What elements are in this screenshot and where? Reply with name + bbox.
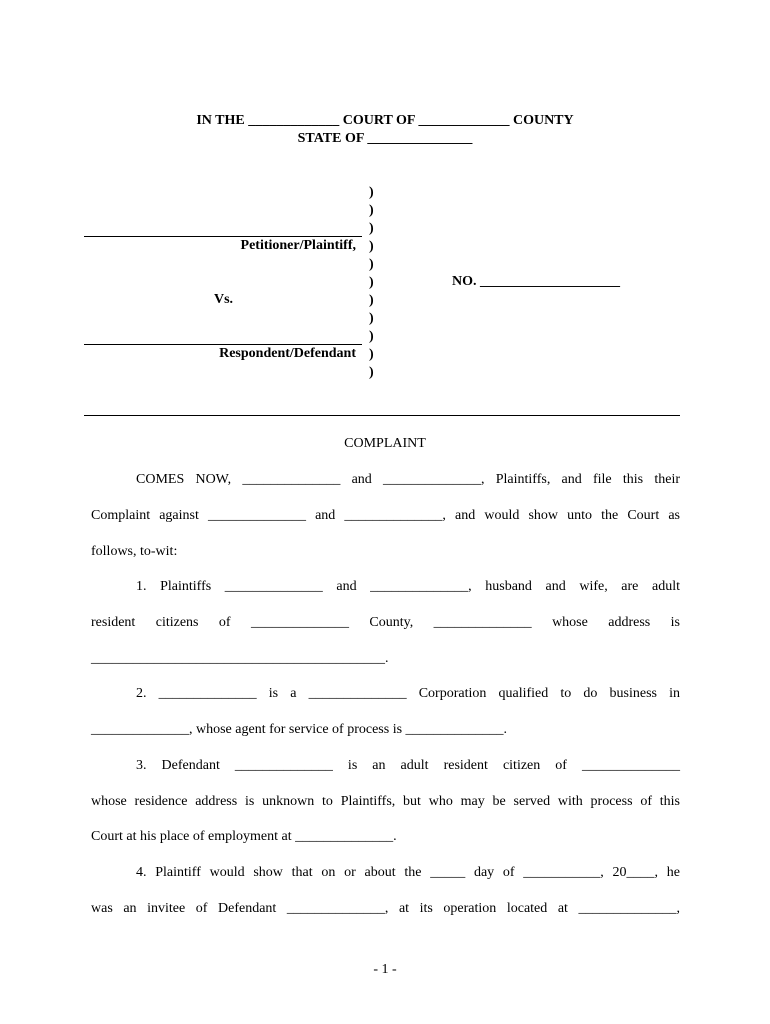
- respondent-label: Respondent/Defendant: [219, 346, 356, 361]
- caption-paren: ): [369, 293, 374, 308]
- caption-paren: ): [369, 257, 374, 272]
- petitioner-label: Petitioner/Plaintiff,: [240, 238, 356, 253]
- caption-paren: ): [369, 275, 374, 290]
- paragraph-1-line-3: __________________________________________.: [91, 651, 389, 666]
- caption-paren: ): [369, 185, 374, 200]
- paragraph-2-line-1: 2. ______________ is a ______________ Corporation qualified to do business in: [136, 686, 680, 701]
- caption-paren: ): [369, 311, 374, 326]
- paragraph-3-line-3: Court at his place of employment at ______________.: [91, 829, 397, 844]
- paragraph-1-line-2: resident citizens of ______________ County, ______________ whose address is: [91, 615, 680, 630]
- caption-paren: ): [369, 239, 374, 254]
- caption-paren: ): [369, 203, 374, 218]
- state-header-line: STATE OF _______________: [297, 131, 473, 146]
- paragraph-3-line-1: 3. Defendant ______________ is an adult resident citizen of ______________: [136, 758, 680, 773]
- document-title: COMPLAINT: [344, 436, 426, 451]
- caption-paren: ): [369, 221, 374, 236]
- court-header-line: IN THE _____________ COURT OF _____________ COUNTY: [196, 113, 574, 128]
- caption-paren: ): [369, 347, 374, 362]
- caption-paren: ): [369, 365, 374, 380]
- petitioner-name-line: [84, 236, 362, 237]
- paragraph-3-line-2: whose residence address is unknown to Plaintiffs, but who may be served with process of this: [91, 794, 680, 809]
- paragraph-intro-line-1: COMES NOW, ______________ and ______________, Plaintiffs, and file this their: [136, 472, 680, 487]
- case-number-field: NO. ____________________: [452, 274, 620, 289]
- paragraph-intro-line-3: follows, to-wit:: [91, 544, 178, 559]
- paragraph-intro-line-2: Complaint against ______________ and ______________, and would show unto the Court as: [91, 508, 680, 523]
- respondent-name-line: [84, 344, 362, 345]
- caption-paren: ): [369, 329, 374, 344]
- versus-label: Vs.: [214, 292, 234, 307]
- page-number: - 1 -: [373, 962, 397, 977]
- paragraph-1-line-1: 1. Plaintiffs ______________ and ______________, husband and wife, are adult: [136, 579, 680, 594]
- paragraph-4-line-2: was an invitee of Defendant ______________, at its operation located at ______________,: [91, 901, 680, 916]
- caption-divider: [84, 415, 680, 416]
- paragraph-2-line-2: ______________, whose agent for service of process is ______________.: [91, 722, 508, 737]
- paragraph-4-line-1: 4. Plaintiff would show that on or about the _____ day of ___________, 20____, he: [136, 865, 680, 880]
